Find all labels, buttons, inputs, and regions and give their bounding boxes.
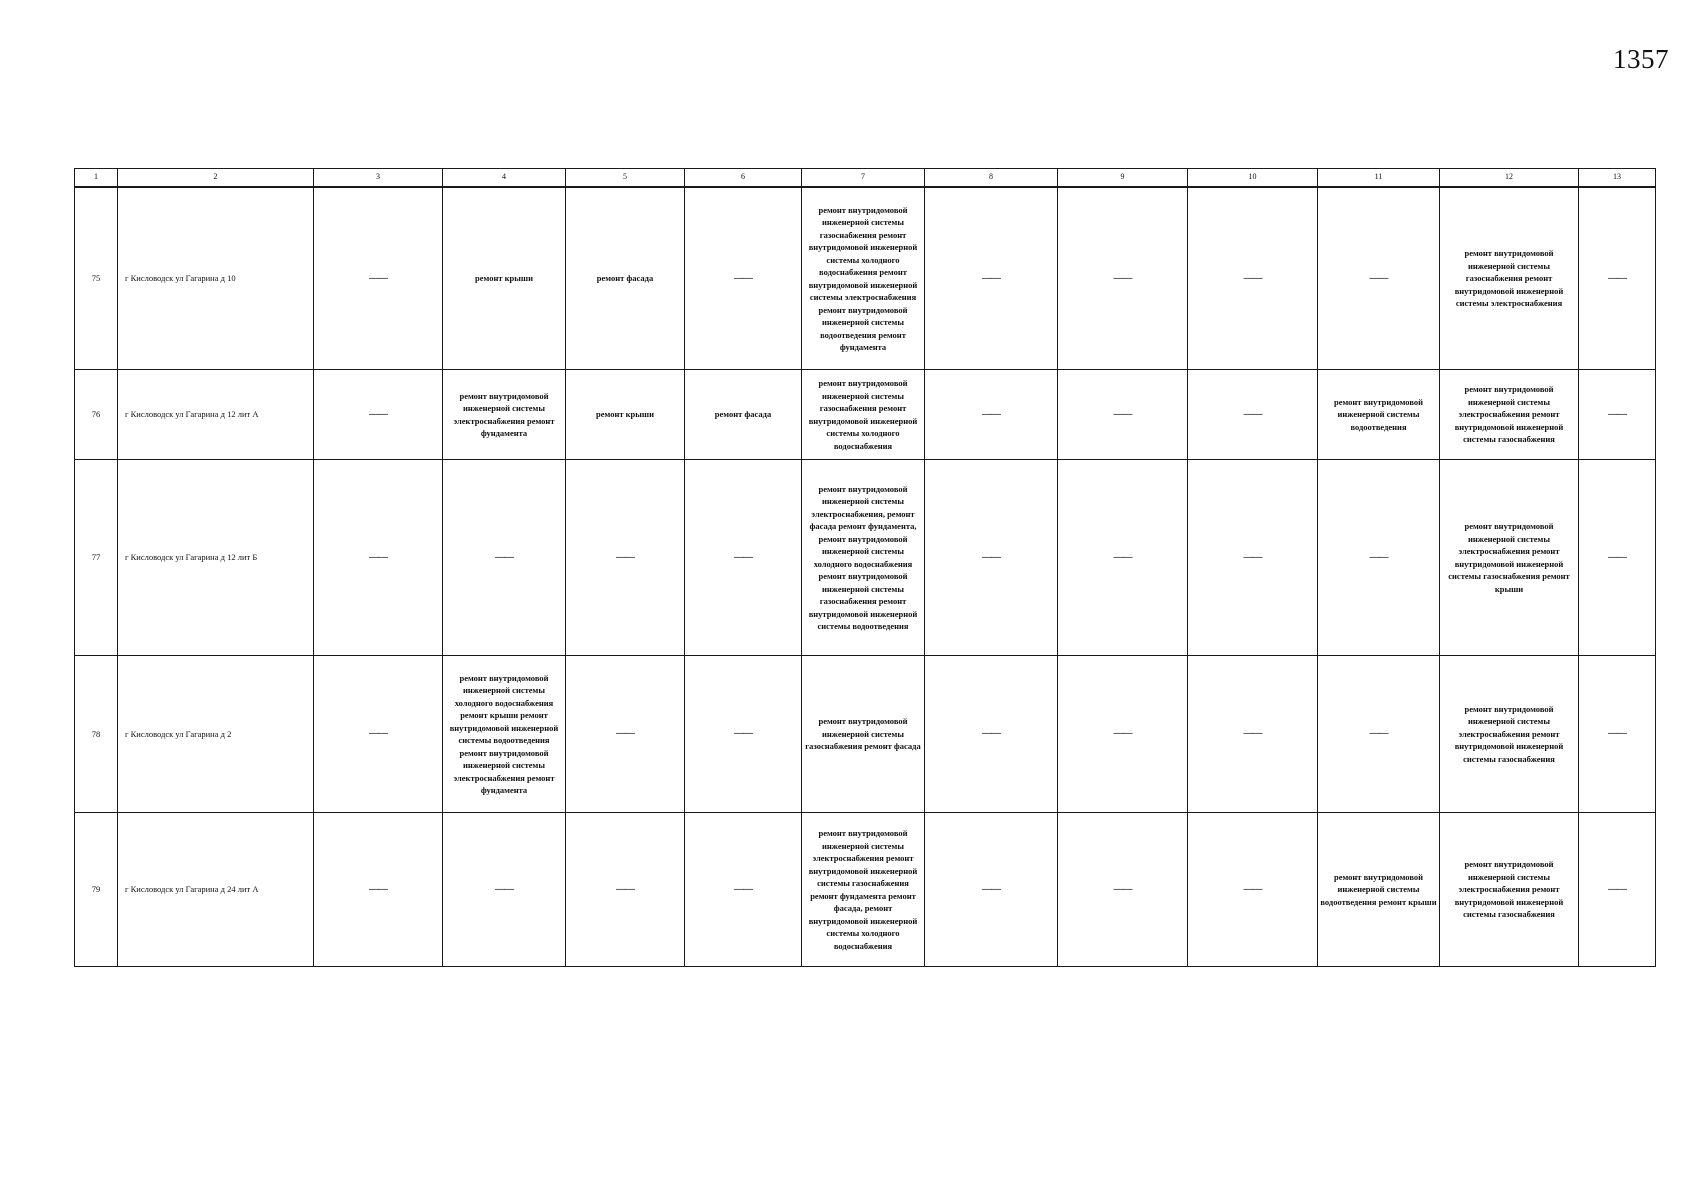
empty-dash: ——: [1113, 408, 1132, 420]
address-cell: г Кисловодск ул Гагарина д 12 лит Б: [118, 460, 314, 656]
work-cell: ремонт фасада: [685, 370, 802, 460]
empty-dash: ——: [1608, 883, 1626, 895]
work-cell: ремонт внутридомовой инженерной системы электроснабжения ремонт фундамента: [443, 370, 566, 460]
empty-dash: ——: [1243, 728, 1262, 740]
empty-dash: ——: [1369, 728, 1388, 740]
empty-dash: ——: [982, 408, 1000, 420]
work-cell: ремонт внутридомовой инженерной системы газоснабжения ремонт внутридомовой инженерной системы холодного водоснабжения: [802, 370, 925, 460]
empty-dash: ——: [1243, 551, 1262, 563]
empty-dash: ——: [1369, 551, 1388, 563]
empty-dash: ——: [369, 272, 387, 284]
table-row: [75, 460, 1656, 656]
work-cell: ремонт внутридомовой инженерной системы водоотведения ремонт крыши: [1318, 813, 1440, 967]
empty-dash: ——: [369, 408, 387, 420]
empty-dash: ——: [1608, 551, 1626, 563]
empty-dash: ——: [495, 883, 513, 895]
empty-dash: ——: [1113, 272, 1132, 284]
empty-dash: ——: [734, 883, 752, 895]
address-cell: г Кисловодск ул Гагарина д 12 лит А: [118, 370, 314, 460]
work-cell: ремонт крыши: [566, 370, 685, 460]
empty-dash: ——: [1369, 272, 1388, 284]
table-row: [75, 656, 1656, 813]
address-cell: г Кисловодск ул Гагарина д 10: [118, 187, 314, 370]
empty-dash: ——: [369, 728, 387, 740]
empty-dash: ——: [1608, 408, 1626, 420]
empty-dash: ——: [369, 551, 387, 563]
empty-dash: ——: [616, 728, 634, 740]
work-cell: ремонт внутридомовой инженерной системы газоснабжения ремонт внутридомовой инженерной системы электроснабжения: [1440, 187, 1579, 370]
address-cell: г Кисловодск ул Гагарина д 2: [118, 656, 314, 813]
empty-dash: ——: [982, 272, 1000, 284]
empty-dash: ——: [1113, 728, 1132, 740]
empty-dash: ——: [616, 551, 634, 563]
empty-dash: ——: [1608, 272, 1626, 284]
work-cell: ремонт внутридомовой инженерной системы электроснабжения ремонт внутридомовой инженерной системы газоснабжения ремонт фундамента ремонт фасада, ремонт внутридомовой инженерной системы холодного водоснабжения: [802, 813, 925, 967]
address-cell: г Кисловодск ул Гагарина д 24 лит А: [118, 813, 314, 967]
column-header: 5: [566, 169, 685, 188]
row-number: 78: [75, 656, 118, 813]
table-row: [75, 187, 1656, 370]
empty-dash: ——: [616, 883, 634, 895]
column-header: 13: [1579, 169, 1656, 188]
empty-dash: ——: [1243, 272, 1262, 284]
empty-dash: ——: [734, 272, 752, 284]
empty-dash: ——: [369, 883, 387, 895]
work-cell: ремонт внутридомовой инженерной системы водоотведения: [1318, 370, 1440, 460]
column-header: 12: [1440, 169, 1579, 188]
empty-dash: ——: [1113, 551, 1132, 563]
work-cell: ремонт внутридомовой инженерной системы электроснабжения, ремонт фасада ремонт фундамента, ремонт внутридомовой инженерной системы холодного водоснабжения ремонт внутридомовой инженерной системы газоснабжения ремонт внутридомовой инженерной системы водоотведения: [802, 460, 925, 656]
column-header: 4: [443, 169, 566, 188]
work-cell: ремонт внутридомовой инженерной системы электроснабжения ремонт внутридомовой инженерной системы газоснабжения ремонт крыши: [1440, 460, 1579, 656]
work-cell: ремонт внутридомовой инженерной системы электроснабжения ремонт внутридомовой инженерной системы газоснабжения: [1440, 370, 1579, 460]
row-number: 75: [75, 187, 118, 370]
column-header: 11: [1318, 169, 1440, 188]
column-header: 8: [925, 169, 1058, 188]
column-header: 6: [685, 169, 802, 188]
empty-dash: ——: [1608, 728, 1626, 740]
table-row: [75, 813, 1656, 967]
empty-dash: ——: [1243, 408, 1262, 420]
row-number: 77: [75, 460, 118, 656]
empty-dash: ——: [1113, 883, 1132, 895]
work-cell: ремонт крыши: [443, 187, 566, 370]
column-header: 9: [1058, 169, 1188, 188]
work-cell: ремонт внутридомовой инженерной системы газоснабжения ремонт внутридомовой инженерной системы холодного водоснабжения ремонт внутридомовой инженерной системы электроснабжения ремонт внутридомовой инженерной системы водоотведения ремонт фундамента: [802, 187, 925, 370]
work-cell: ремонт внутридомовой инженерной системы электроснабжения ремонт внутридомовой инженерной системы газоснабжения: [1440, 813, 1579, 967]
work-cell: ремонт внутридомовой инженерной системы газоснабжения ремонт фасада: [802, 656, 925, 813]
page-number: 1357: [1613, 44, 1669, 74]
empty-dash: ——: [982, 728, 1000, 740]
empty-dash: ——: [734, 551, 752, 563]
work-cell: ремонт фасада: [566, 187, 685, 370]
row-number: 76: [75, 370, 118, 460]
empty-dash: ——: [495, 551, 513, 563]
empty-dash: ——: [982, 551, 1000, 563]
work-cell: ремонт внутридомовой инженерной системы электроснабжения ремонт внутридомовой инженерной системы газоснабжения: [1440, 656, 1579, 813]
repair-schedule-table: [74, 168, 1656, 967]
column-header: 7: [802, 169, 925, 188]
column-header: 3: [314, 169, 443, 188]
column-number-header-row: [75, 169, 1656, 188]
column-header: 1: [75, 169, 118, 188]
column-header: 2: [118, 169, 314, 188]
row-number: 79: [75, 813, 118, 967]
empty-dash: ——: [1243, 883, 1262, 895]
empty-dash: ——: [734, 728, 752, 740]
empty-dash: ——: [982, 883, 1000, 895]
table-row: [75, 370, 1656, 460]
work-cell: ремонт внутридомовой инженерной системы холодного водоснабжения ремонт крыши ремонт внутридомовой инженерной системы водоотведения ремонт внутридомовой инженерной системы электроснабжения ремонт фундамента: [443, 656, 566, 813]
column-header: 10: [1188, 169, 1318, 188]
